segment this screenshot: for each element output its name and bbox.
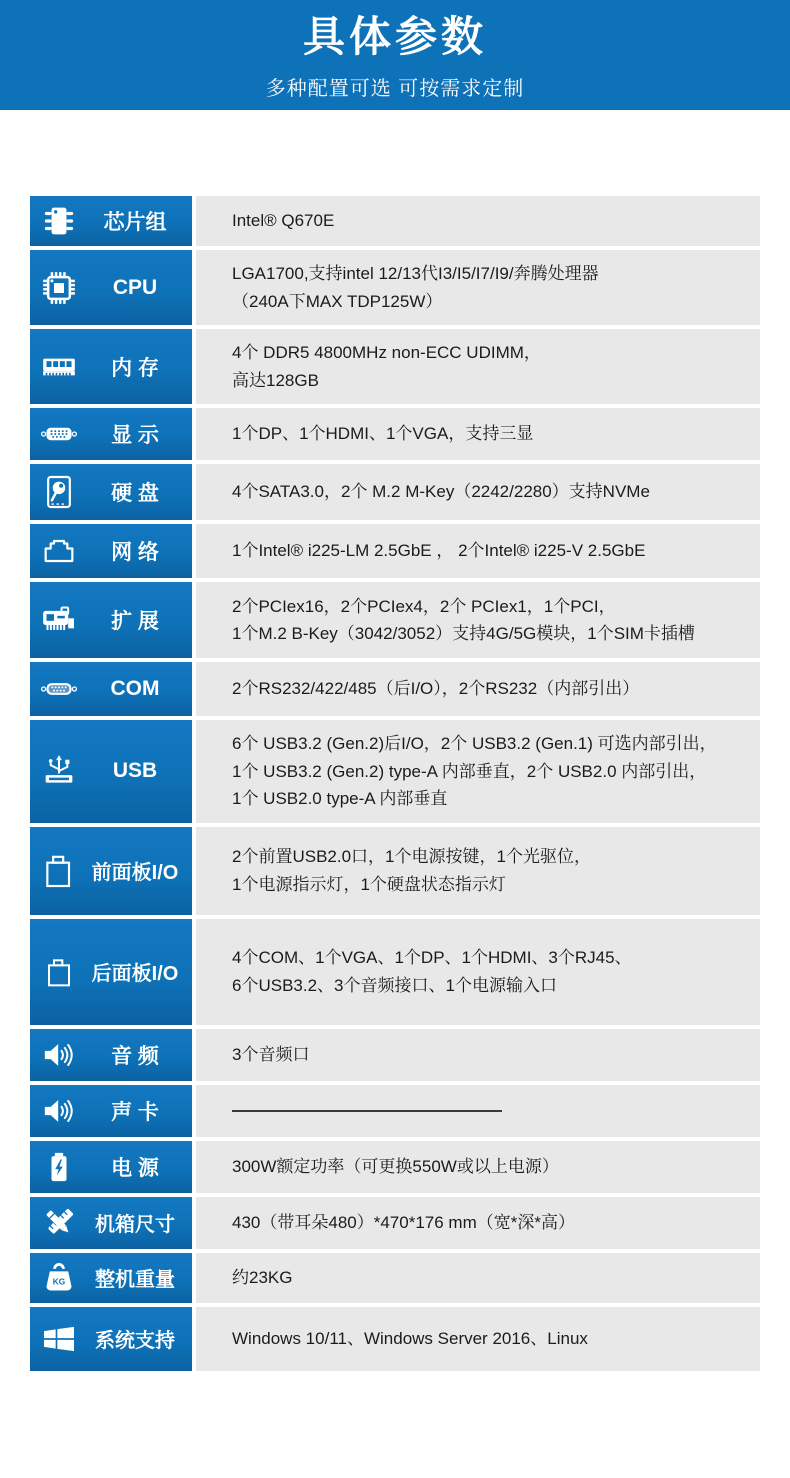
spec-value-power — [196, 1141, 760, 1193]
spec-label-text: 前面板I/O — [91, 862, 179, 885]
weight-kg-icon — [38, 1257, 80, 1299]
spec-row-os-support — [30, 1307, 760, 1371]
spec-value-line: 4个 DDR5 4800MHz non-ECC UDIMM， — [232, 343, 541, 363]
spec-value-storage — [196, 464, 760, 520]
spec-value-line: 6个USB3.2、3个音频接口、1个电源输入口 — [232, 975, 557, 995]
battery-power-icon — [38, 1146, 80, 1188]
spec-value-rear-panel — [196, 919, 760, 1025]
spec-label-text: 机箱尺寸 — [95, 1214, 175, 1237]
spec-value-line: Windows 10/11、Windows Server 2016、Linux — [232, 1328, 588, 1348]
chipset-chip-icon — [38, 200, 80, 242]
spec-label-network — [30, 524, 192, 578]
spec-value-usb — [196, 720, 760, 823]
spec-value-line: 1个DP、1个HDMI、1个VGA，支持三显 — [232, 424, 534, 444]
spec-label-power — [30, 1141, 192, 1193]
spec-row-network — [30, 524, 760, 578]
spec-table — [30, 196, 760, 1371]
spec-label-chipset — [30, 196, 192, 246]
empty-value-line — [232, 1110, 502, 1112]
speaker-icon — [38, 1090, 80, 1132]
spec-value-line: 4个SATA3.0，2个 M.2 M-Key（2242/2280）支持NVMe — [232, 482, 650, 502]
chassis-front-icon — [38, 850, 80, 892]
spec-label-cpu — [30, 250, 192, 325]
spec-row-power — [30, 1141, 760, 1193]
spec-value-line: 1个 USB2.0 type-A 内部垂直 — [232, 789, 448, 809]
spec-label-display — [30, 408, 192, 460]
spec-row-cpu — [30, 250, 760, 325]
speaker-icon — [38, 1034, 80, 1076]
chassis-rear-icon — [38, 951, 80, 993]
svg-text:KG: KG — [52, 1276, 66, 1287]
ethernet-port-icon — [38, 530, 80, 572]
spec-row-rear-panel — [30, 919, 760, 1025]
spec-label-text: 电 源 — [111, 1156, 159, 1180]
spec-label-weight — [30, 1253, 192, 1303]
serial-port-icon — [38, 668, 80, 710]
page-subtitle: 多种配置可选 可按需求定制 — [265, 77, 525, 100]
spec-value-line: 1个Intel® i225-LM 2.5GbE ， 2个Intel® i225-V 2.5GbE — [232, 541, 646, 561]
spec-value-line: 1个 USB3.2 (Gen.2) type-A 内部垂直，2个 USB2.0 内部引出， — [232, 761, 707, 781]
spec-value-display — [196, 408, 760, 460]
spec-label-text: 系统支持 — [95, 1330, 175, 1353]
spec-label-text: CPU — [112, 275, 158, 299]
spec-value-line: 6个 USB3.2 (Gen.2)后I/O，2个 USB3.2 (Gen.1) 可选内部引出， — [232, 734, 717, 754]
spec-row-chipset — [30, 196, 760, 246]
spec-label-text: 显 示 — [111, 424, 159, 448]
spec-value-line: 300W额定功率（可更换550W或以上电源） — [232, 1156, 559, 1176]
spec-label-text: 整机重量 — [95, 1269, 175, 1292]
ruler-pencil-icon — [38, 1202, 80, 1244]
spec-label-dimensions — [30, 1197, 192, 1249]
spec-row-display — [30, 408, 760, 460]
spec-row-sound-card — [30, 1085, 760, 1137]
spec-value-line: 高达128GB — [232, 370, 319, 390]
spec-value-memory — [196, 329, 760, 404]
spec-label-os-support — [30, 1307, 192, 1371]
spec-value-line: 2个RS232/422/485（后I/O），2个RS232（内部引出） — [232, 679, 640, 699]
spec-label-text: 后面板I/O — [91, 963, 179, 986]
spec-value-line: Intel® Q670E — [232, 211, 335, 231]
spec-row-usb — [30, 720, 760, 823]
spec-value-line: （240A下MAX TDP125W） — [232, 291, 443, 311]
spec-value-line: 1个M.2 B-Key（3042/3052）支持4G/5G模块，1个SIM卡插槽 — [232, 624, 695, 644]
spec-value-weight — [196, 1253, 760, 1303]
spec-value-sound-card — [196, 1085, 760, 1137]
cpu-icon — [38, 267, 80, 309]
spec-value-network — [196, 524, 760, 578]
spec-value-chipset — [196, 196, 760, 246]
spec-label-front-panel — [30, 827, 192, 915]
spec-value-audio — [196, 1029, 760, 1081]
spec-row-memory — [30, 329, 760, 404]
spec-row-dimensions — [30, 1197, 760, 1249]
spec-value-cpu — [196, 250, 760, 325]
spec-value-front-panel — [196, 827, 760, 915]
spec-label-text: 声 卡 — [111, 1100, 159, 1124]
spec-value-line: 430（带耳朵480）*470*176 mm（宽*深*高） — [232, 1212, 575, 1232]
spec-row-weight — [30, 1253, 760, 1303]
spec-value-line: LGA1700,支持intel 12/13代I3/I5/I7/I9/奔腾处理器 — [232, 264, 599, 283]
spec-value-dimensions — [196, 1197, 760, 1249]
spec-label-text: COM — [110, 677, 160, 701]
spec-value-line: 1个电源指示灯，1个硬盘状态指示灯 — [232, 874, 506, 894]
windows-logo-icon — [38, 1318, 80, 1360]
page-header — [0, 0, 790, 110]
spec-label-text: 音 频 — [111, 1044, 159, 1068]
page-title: 具体参数 — [302, 12, 487, 60]
spec-value-expansion — [196, 582, 760, 658]
spec-label-usb — [30, 720, 192, 823]
spec-label-memory — [30, 329, 192, 404]
spec-label-rear-panel — [30, 919, 192, 1025]
spec-value-com — [196, 662, 760, 716]
spec-value-line: 约23KG — [232, 1267, 293, 1287]
spec-label-storage — [30, 464, 192, 520]
spec-row-front-panel — [30, 827, 760, 915]
spec-label-text: 内 存 — [111, 356, 159, 380]
spec-row-storage — [30, 464, 760, 520]
spec-label-text: 硬 盘 — [111, 482, 159, 506]
spec-value-line: 2个前置USB2.0口，1个电源按键，1个光驱位， — [232, 847, 591, 867]
spec-row-audio — [30, 1029, 760, 1081]
expansion-card-icon — [38, 599, 80, 641]
spec-value-line: 2个PCIex16，2个PCIex4，2个 PCIex1，1个PCI， — [232, 596, 616, 616]
spec-value-line: 4个COM、1个VGA、1个DP、1个HDMI、3个RJ45、 — [232, 948, 632, 968]
spec-row-com — [30, 662, 760, 716]
spec-label-sound-card — [30, 1085, 192, 1137]
spec-label-expansion — [30, 582, 192, 658]
spec-label-text: USB — [112, 759, 158, 783]
spec-row-expansion — [30, 582, 760, 658]
vga-port-icon — [38, 413, 80, 455]
spec-label-audio — [30, 1029, 192, 1081]
usb-icon — [38, 750, 80, 792]
spec-label-text: 扩 展 — [111, 610, 159, 634]
spec-label-text: 芯片组 — [103, 211, 167, 234]
spec-value-line: 3个音频口 — [232, 1044, 310, 1064]
hdd-icon — [38, 471, 80, 513]
ram-icon — [38, 346, 80, 388]
spec-label-text: 网 络 — [111, 541, 159, 565]
spec-label-com — [30, 662, 192, 716]
spec-value-os-support — [196, 1307, 760, 1371]
